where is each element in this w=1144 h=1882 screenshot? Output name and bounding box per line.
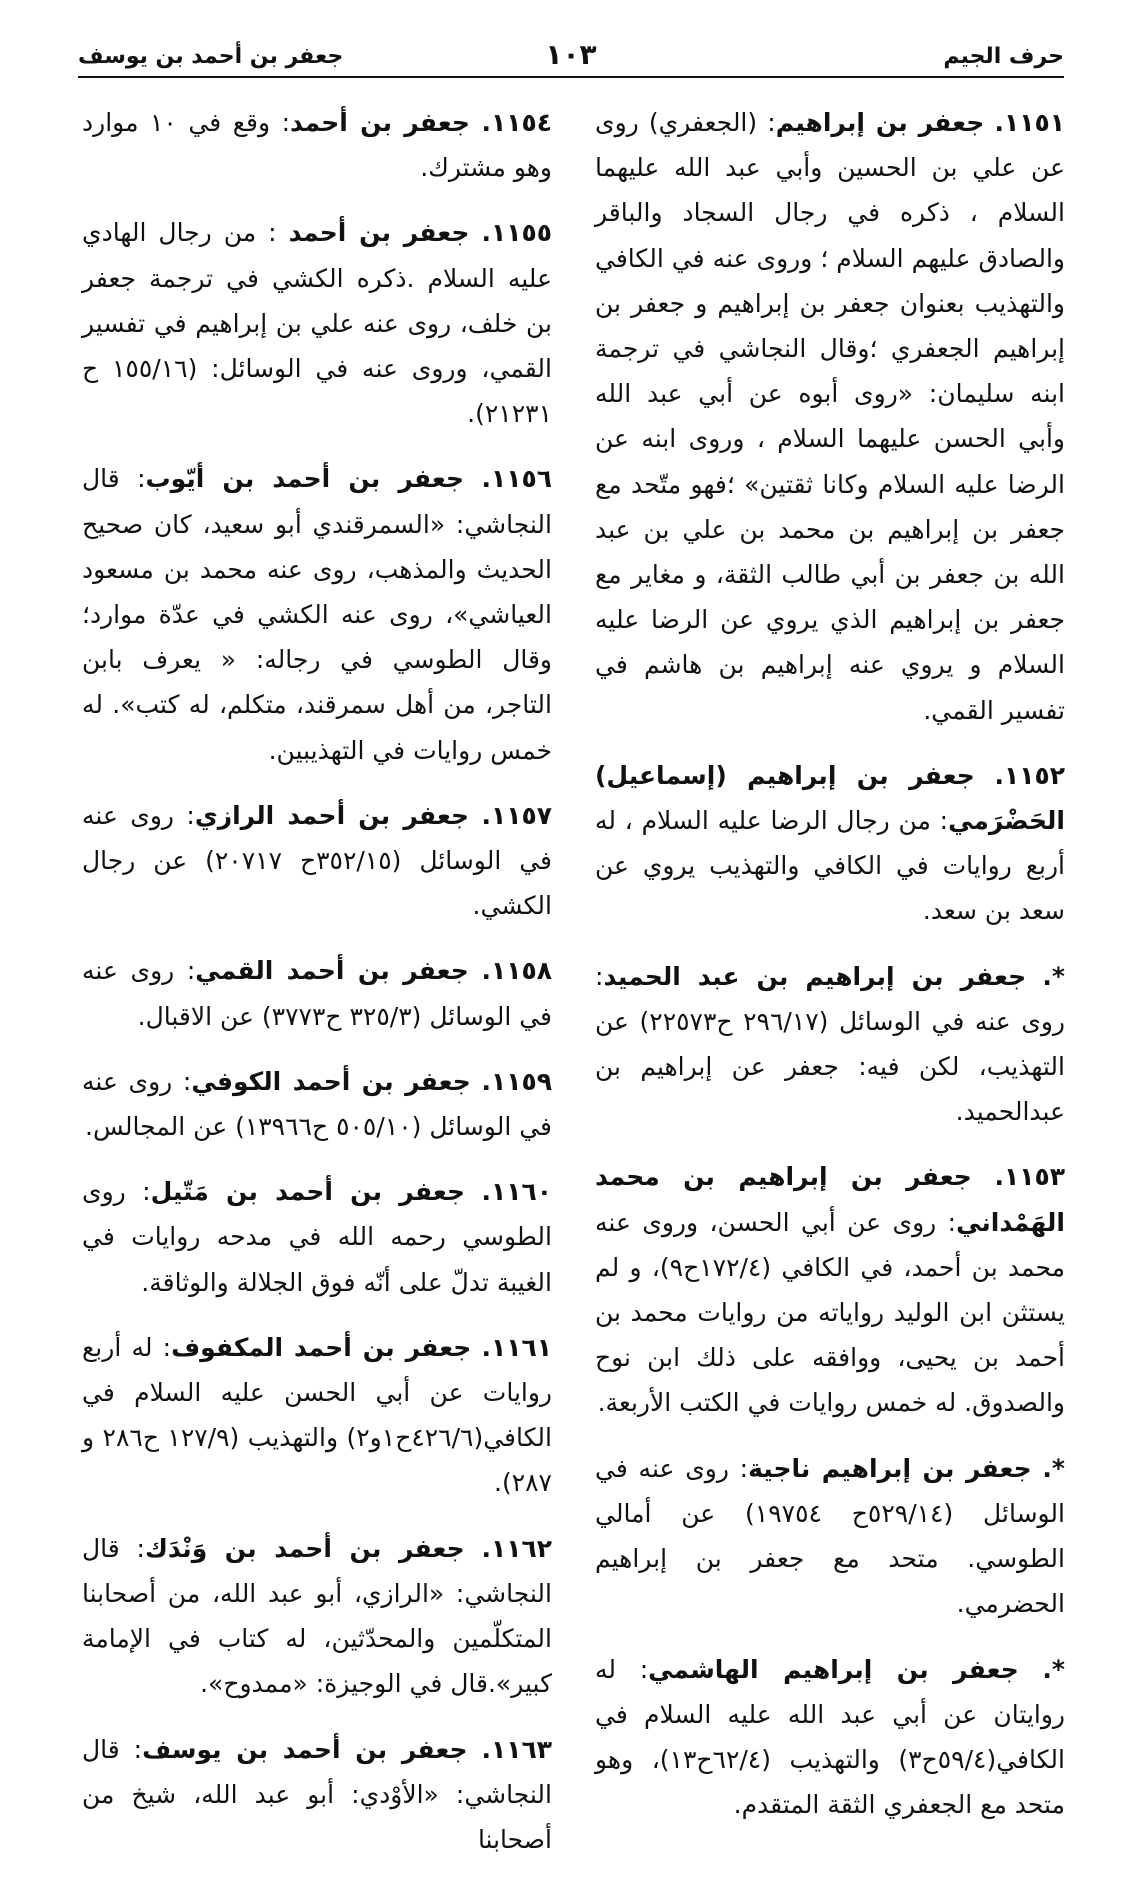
entry-name: جعفر بن إبراهيم الهاشمي bbox=[648, 1654, 1019, 1684]
entry bbox=[595, 753, 1065, 934]
entry-number: ١١٦٢. bbox=[481, 1533, 552, 1563]
entry-text: : من رجال الرضا عليه السلام ، له أربع روايات في الكافي والتهذيب يروي عن سعد بن سعد. bbox=[595, 806, 1065, 926]
entry-number: ١١٦١. bbox=[481, 1332, 553, 1362]
entry-number: *. bbox=[1042, 1654, 1065, 1684]
entry-number: ١١٥١. bbox=[994, 108, 1066, 137]
entry bbox=[82, 1526, 552, 1707]
entry-name: جعفر بن إبراهيم ناجية bbox=[748, 1453, 1032, 1483]
entry bbox=[82, 793, 552, 929]
entry bbox=[82, 1325, 552, 1506]
entry-number: *. bbox=[1042, 1453, 1065, 1483]
entry bbox=[595, 100, 1065, 733]
entry-text: : روى عنه في الوسائل (٥٢٩/١٤ح ١٩٧٥٤) عن أمالي الطوسي. متحد مع جعفر بن إبراهيم الحضرمي. bbox=[595, 1453, 1065, 1619]
page-number: ١٠٣ bbox=[545, 38, 597, 71]
header-entry-title: جعفر بن أحمد بن يوسف bbox=[78, 44, 344, 69]
right-column bbox=[595, 100, 1065, 1847]
entry-number: ١١٥٤. bbox=[481, 108, 552, 137]
entry bbox=[82, 948, 552, 1038]
entry bbox=[82, 1727, 552, 1863]
entry bbox=[82, 210, 552, 436]
entry bbox=[595, 1154, 1065, 1425]
entry-text: : من رجال الهادي عليه السلام .ذكره الكشي في ترجمة جعفر بن خلف، روى عنه علي بن إبراهيم في تفسير القمي، وروى عنه في الوسائل: (١٥٥/١٦ ح ٢١٢٣١). bbox=[82, 218, 552, 429]
entry bbox=[82, 1059, 552, 1149]
entry-name: جعفر بن إبراهيم bbox=[775, 108, 985, 137]
entry-number: ١١٦٣. bbox=[481, 1734, 552, 1764]
header-section-title: حرف الجيم bbox=[943, 44, 1064, 69]
entry-name: جعفر بن أحمد المكفوف bbox=[171, 1332, 472, 1362]
entry-number: ١١٥٧. bbox=[481, 800, 552, 830]
entry-number: ١١٥٩. bbox=[481, 1066, 552, 1096]
left-column bbox=[82, 100, 552, 1882]
entry-text: : روى عنه في الوسائل (٢٩٦/١٧ ح٢٢٥٧٣) عن التهذيب، لكن فيه: جعفر عن إبراهيم بن عبدالحميد. bbox=[595, 961, 1065, 1127]
entry-text: : له روايتان عن أبي عبد الله عليه السلام في الكافي(٥٩/٤ح٣) والتهذيب (٦٢/٤ح١٣)، وهو متحد مع الجعفري الثقة المتقدم. bbox=[595, 1654, 1065, 1820]
header-rule bbox=[78, 76, 1064, 78]
entry bbox=[595, 1647, 1065, 1828]
entry-name: جعفر بن إبراهيم (إسماعيل) الحَضْرَمي bbox=[595, 760, 1065, 836]
entry-name: جعفر بن أحمد الرازي bbox=[194, 800, 470, 830]
entry-name: جعفر بن أحمد بن مَتّيل bbox=[150, 1177, 465, 1207]
entry-text: : وقع في ١٠ موارد وهو مشترك. bbox=[82, 108, 552, 183]
entry-number: ١١٥٥. bbox=[481, 218, 552, 248]
entry-text: : له أربع روايات عن أبي الحسن عليه السلام في الكافي(٤٢٦/٦ح١و٢) والتهذيب (١٢٧/٩ ح٢٨٦ و ٢٨٧). bbox=[82, 1332, 552, 1498]
entry-text: : روى عن أبي الحسن، وروى عنه محمد بن أحمد، في الكافي (١٧٢/٤ح٩)، و لم يستثن ابن الوليد رواياته من روايات محمد بن أحمد بن يحيى، ووافقه على ذلك ابن نوح والصدوق. له خمس روايات في الكتب الأربعة. bbox=[595, 1207, 1066, 1418]
entry-name: جعفر بن إبراهيم بن عبد الحميد bbox=[603, 961, 1027, 991]
entry bbox=[595, 1446, 1065, 1627]
entry-name: جعفر بن أحمد القمي bbox=[195, 956, 469, 986]
entry-name: جعفر بن أحمد bbox=[288, 218, 470, 248]
entry-text: : روى عنه في الوسائل (٥٠٥/١٠ ح١٣٩٦٦) عن المجالس. bbox=[82, 1066, 552, 1142]
entry-text: : قال النجاشي: «الرازي، أبو عبد الله، من أصحابنا المتكلّمين والمحدّثين، له كتاب في الإمامة كبير».قال في الوجيزة: «ممدوح». bbox=[82, 1533, 552, 1699]
entry-text: : روى الطوسي رحمه الله في مدحه روايات في الغيبة تدلّ على أنّه فوق الجلالة والوثاقة. bbox=[82, 1177, 552, 1297]
entry-number: ١١٥٢. bbox=[994, 760, 1065, 790]
entry bbox=[595, 954, 1065, 1135]
running-header bbox=[78, 36, 1064, 72]
entry-number: ١١٥٣. bbox=[994, 1162, 1065, 1192]
entry-number: ١١٥٦. bbox=[481, 464, 552, 494]
entry-text: : روى عنه في الوسائل (٣٥٢/١٥ح ٢٠٧١٧) عن رجال الكشي. bbox=[82, 800, 552, 921]
entry-name: جعفر بن أحمد bbox=[290, 108, 470, 137]
entry-text: : قال النجاشي: «السمرقندي أبو سعيد، كان صحيح الحديث والمذهب، روى عنه محمد بن مسعود العياشي»، روى عنه الكشي في عدّة موارد؛ وقال الطوسي في رجاله: « يعرف بابن التاجر، من أهل سمرقند، متكلم، له كتب». له خمس روايات في التهذيبين. bbox=[82, 464, 552, 765]
entry-number: ١١٦٠. bbox=[481, 1177, 552, 1207]
entry-name: جعفر بن إبراهيم بن محمد الهَمْداني bbox=[595, 1162, 1065, 1237]
entry-number: *. bbox=[1042, 961, 1065, 991]
entry-text: : (الجعفري) روى عن علي بن الحسين وأبي عبد الله عليهما السلام ، ذكره في رجال السجاد والباقر والصادق عليهم السلام ؛ وروى عنه في الكافي والتهذيب بعنوان جعفر بن إبراهيم و جعفر بن إبراهيم الجعفري ؛وقال النجاشي في ترجمة ابنه سليمان: «روى أبوه عن أبي عبد الله وأبي الحسن عليهما السلام ، وروى ابنه عن الرضا عليه السلام وكانا ثقتين» ؛فهو متّحد مع جعفر بن إبراهيم بن محمد بن علي بن عبد الله بن جعفر بن أبي طالب الثقة، و مغاير مع جعفر بن إبراهيم الذي يروي عن الرضا عليه السلام و يروي عنه إبراهيم بن هاشم في تفسير القمي. bbox=[595, 108, 1065, 725]
entry-name: جعفر بن أحمد بن وَنْدَك bbox=[144, 1533, 465, 1563]
entry-text: : روى عنه في الوسائل (٣٢٥/٣ ح٣٧٧٣) عن الاقبال. bbox=[82, 956, 552, 1031]
entry bbox=[82, 456, 552, 772]
entry bbox=[82, 100, 552, 190]
entry-name: جعفر بن أحمد الكوفي bbox=[191, 1066, 471, 1096]
entry-text: : قال النجاشي: «الأوْدي: أبو عبد الله، شيخ من أصحابنا bbox=[82, 1734, 552, 1854]
entry-name: جعفر بن أحمد بن يوسف bbox=[142, 1734, 468, 1764]
entry-number: ١١٥٨. bbox=[481, 956, 552, 986]
entry-name: جعفر بن أحمد بن أيّوب bbox=[145, 464, 465, 494]
entry bbox=[82, 1169, 552, 1305]
